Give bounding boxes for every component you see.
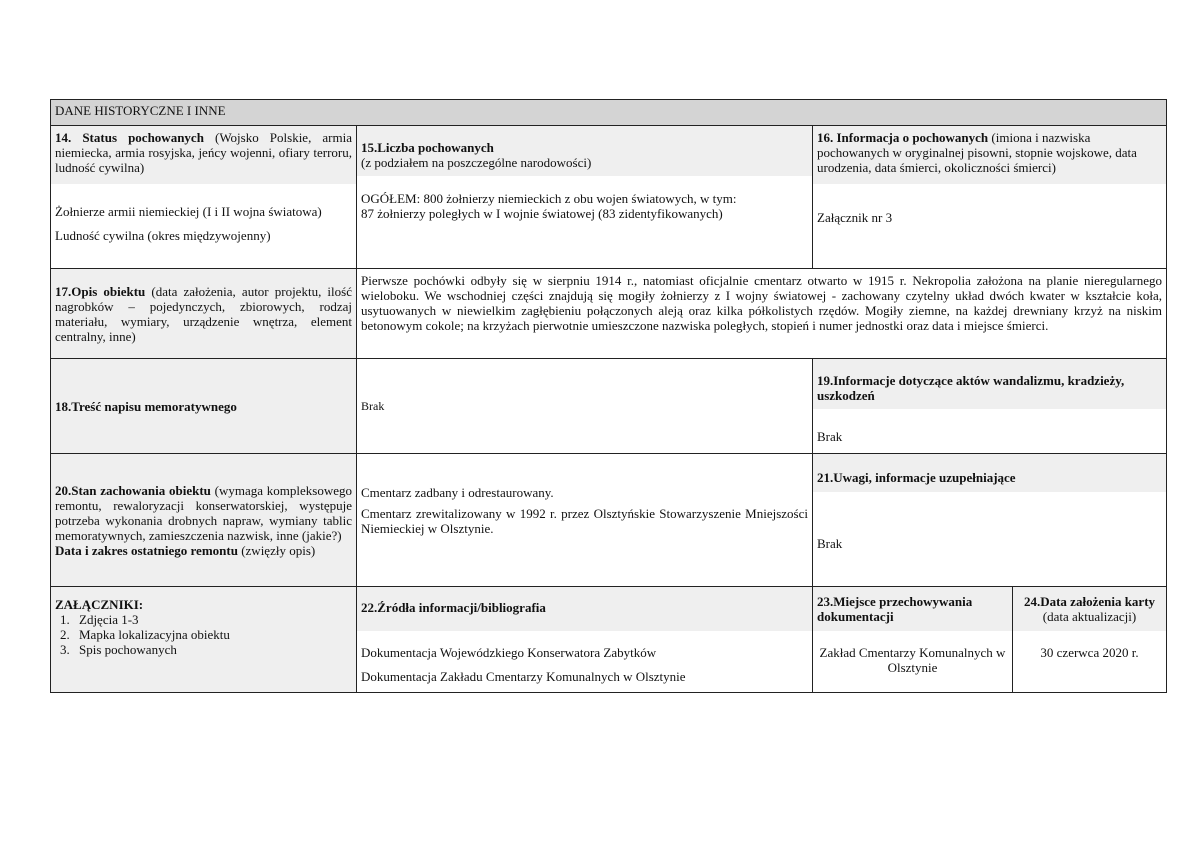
- field-20-label2-rest: (zwięzły opis): [237, 542, 316, 558]
- field-20-value-2: Cmentarz zrewitalizowany w 1992 r. przez Olsztyńskie Stowarzyszenie Mniejszości Niemieckiej w Olsztynie.: [361, 506, 808, 536]
- field-17-label-bold: 17.Opis obiektu: [55, 283, 146, 299]
- field-15-label: [357, 126, 812, 176]
- field-21-value: Brak: [817, 536, 843, 551]
- historical-data-form: [50, 99, 1166, 693]
- attachment-item: 1. Zdjęcia 1-3: [73, 612, 352, 627]
- attachments-cell: [51, 587, 357, 693]
- field-14-value-2: Ludność cywilna (okres międzywojenny): [55, 228, 271, 243]
- field-19-label: 19.Informacje dotyczące aktów wandalizmu, kradzieży, uszkodzeń: [813, 359, 1166, 409]
- attachment-item: 3. Spis pochowanych: [73, 642, 352, 657]
- field-22-label: 22.Źródła informacji/bibliografia: [357, 587, 812, 631]
- field-23-value: Zakład Cmentarzy Komunalnych w Olsztynie: [819, 645, 1006, 675]
- field-24-label-bold: 24.Data założenia karty: [1023, 594, 1156, 609]
- field-14-cell: [51, 126, 357, 269]
- field-17-label-rest: (data założenia, autor projektu, ilość nagrobków – pojedynczych, zbiorowych, rodzaj materiału, wymiary, urządzenie wnętrza, element centralny, inne): [55, 283, 352, 344]
- field-20-value-cell: [357, 454, 813, 587]
- field-15-value-1: OGÓŁEM: 800 żołnierzy niemieckich z obu wojen światowych, w tym:: [361, 191, 737, 206]
- field-19-cell: [813, 359, 1167, 454]
- field-24-cell: [1013, 587, 1167, 693]
- field-20-label-bold: 20.Stan zachowania obiektu: [55, 482, 211, 498]
- field-20-label-rest: (wymaga kompleksowego remontu, rewaloryzacji konserwatorskiej, występuje potrzeba wykonania drobnych napraw, wymiany tablic memoratywnych, zamieszczenia nazwisk, inne (jakie?): [55, 482, 352, 543]
- field-21-label: 21.Uwagi, informacje uzupełniające: [813, 454, 1166, 492]
- field-24-label: [1013, 587, 1166, 631]
- attachments-label: ZAŁĄCZNIKI:: [55, 597, 144, 612]
- attachment-item: 2. Mapka lokalizacyjna obiektu: [73, 627, 352, 642]
- field-14-label-bold: 14. Status pochowanych: [55, 130, 204, 145]
- field-17-label: [51, 269, 357, 359]
- attachments-list: [55, 612, 352, 657]
- field-15-label-rest: (z podziałem na poszczególne narodowości): [361, 155, 592, 170]
- field-23-cell: [813, 587, 1013, 693]
- form-table: [50, 99, 1167, 693]
- field-23-label: 23.Miejsce przechowywania dokumentacji: [813, 587, 1012, 631]
- field-18-label: 18.Treść napisu memoratywnego: [51, 359, 357, 454]
- field-15-cell: [357, 126, 813, 269]
- field-20-label2-bold: Data i zakres ostatniego remontu: [55, 542, 238, 558]
- field-16-label: [813, 126, 1166, 184]
- field-16-label-bold: 16. Informacja o pochowanych: [817, 130, 989, 145]
- field-14-label-rest: (Wojsko Polskie, armia niemiecka, armia rosyjska, jeńcy wojenni, ofiary terroru, ludność cywilna): [55, 130, 352, 175]
- field-16-label-rest: (imiona i nazwiska pochowanych w oryginalnej pisowni, stopnie wojskowe, data urodzenia, data śmierci, okoliczności śmierci): [817, 130, 1137, 175]
- field-16-value: Załącznik nr 3: [817, 210, 893, 225]
- field-24-label-rest: (data aktualizacji): [1042, 609, 1137, 624]
- field-15-label-bold: 15.Liczba pochowanych: [361, 140, 494, 155]
- field-17-value: Pierwsze pochówki odbyły się w sierpniu 1914 r., natomiast oficjalnie cmentarz otwarto w 1915 r. Nekropolia założona na planie nieregularnego wieloboku. We wschodniej części znajdują się mogiły żołnierzy z I wojny światowej - zachowany czytelny układ dwóch kwater w kształcie koła, usytuowanych w niewielkim zagłębieniu połączonych aleją oraz kilka półkolistych rzędów. Mogiły ziemne, na każdej drewniany krzyż na niskim betonowym cokole; na krzyżach pierwotnie umieszczone nazwiska poległych, stopień i numer jednostki oraz data i miejsce śmierci.: [357, 269, 1167, 359]
- field-16-cell: [813, 126, 1167, 269]
- field-22-cell: [357, 587, 813, 693]
- section-header: DANE HISTORYCZNE I INNE: [51, 100, 1167, 126]
- field-22-value-2: Dokumentacja Zakładu Cmentarzy Komunalnych w Olsztynie: [361, 669, 686, 684]
- field-21-cell: [813, 454, 1167, 587]
- field-19-value: Brak: [817, 429, 843, 444]
- field-22-value-1: Dokumentacja Wojewódzkiego Konserwatora Zabytków: [361, 645, 657, 660]
- field-18-value: Brak: [357, 359, 813, 454]
- field-24-value: 30 czerwca 2020 r.: [1040, 645, 1139, 660]
- field-14-value-1: Żołnierze armii niemieckiej (I i II wojna światowa): [55, 204, 322, 219]
- field-15-value-2: 87 żołnierzy poległych w I wojnie światowej (83 zidentyfikowanych): [361, 206, 723, 221]
- field-20-label: [51, 454, 357, 587]
- field-14-label: [51, 126, 356, 184]
- field-20-value-1: Cmentarz zadbany i odrestaurowany.: [361, 485, 554, 500]
